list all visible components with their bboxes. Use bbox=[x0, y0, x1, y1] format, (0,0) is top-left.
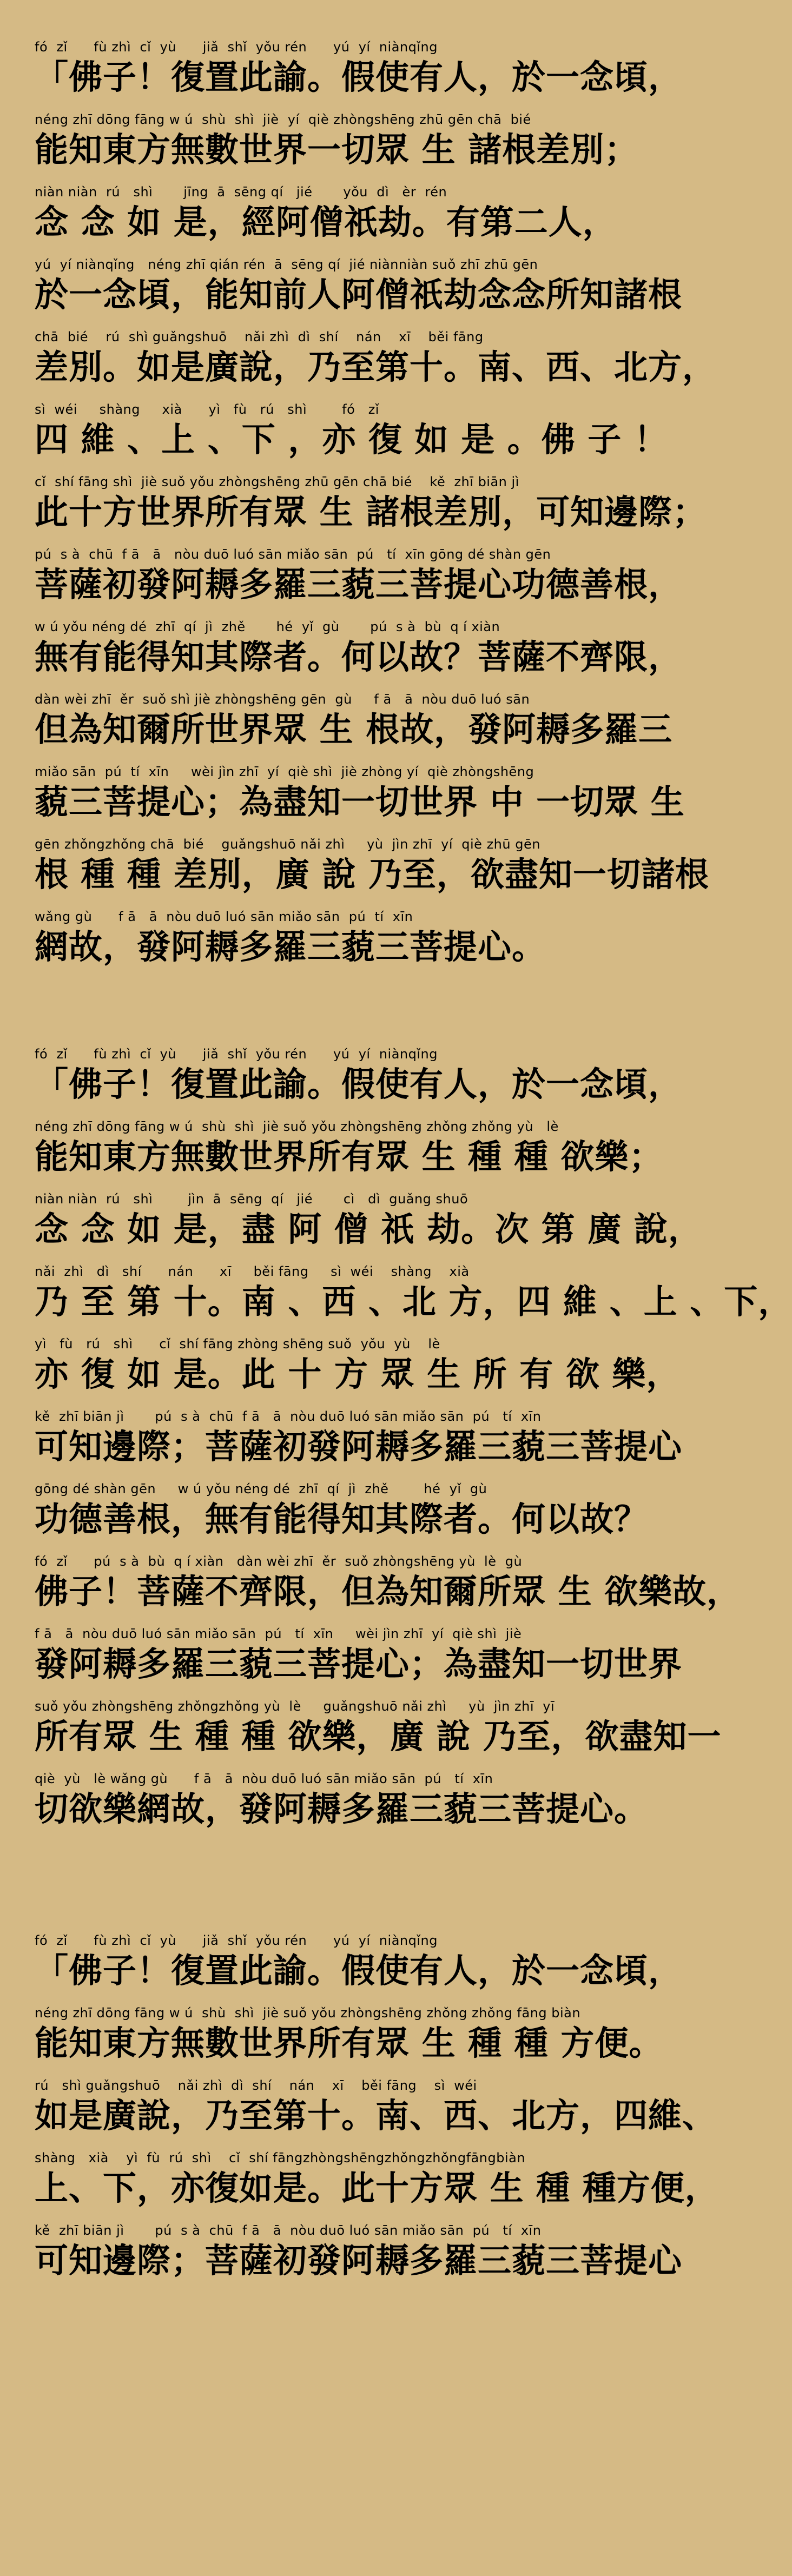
chinese-text: 無有能得知其際者。何以故？菩薩不齊限， bbox=[35, 637, 683, 677]
chinese-text: 切欲樂網故，發阿耨多羅三藐三菩提心。 bbox=[35, 1789, 649, 1829]
pinyin-annotation: rú shì guǎngshuō nǎi zhì dì shí nán xī běi fāng sì wéi bbox=[35, 2078, 477, 2093]
text-line bbox=[35, 1117, 663, 1178]
chinese-text: 但為知爾所世界眾 生 根故，發阿耨多羅三 bbox=[35, 710, 673, 749]
chinese-text: 差別。如是廣說，乃至第十。南、西、北方， bbox=[35, 347, 717, 387]
pinyin-annotation: néng zhī dōng fāng w ú shù shì jiè suǒ yǒu zhòngshēng zhǒng zhǒng yù lè bbox=[35, 1119, 559, 1134]
paragraph-spacer bbox=[35, 1842, 546, 1931]
paragraph-1 bbox=[35, 38, 717, 968]
text-line bbox=[35, 1262, 792, 1323]
text-line bbox=[35, 835, 709, 896]
chinese-text: 乃 至 第 十。南 、西 、北 方，四 維 、上 、下， bbox=[35, 1282, 792, 1321]
pinyin-annotation: néng zhī dōng fāng w ú shù shì jiè suǒ yǒu zhòngshēng zhǒng zhǒng fāng biàn bbox=[35, 2005, 581, 2021]
pinyin-annotation: wǎng gù f ā ā nòu duō luó sān miǎo sān pú tí xīn bbox=[35, 909, 413, 924]
chinese-text: 可知邊際；菩薩初發阿耨多羅三藐三菩提心 bbox=[35, 2241, 683, 2280]
text-line bbox=[35, 328, 717, 388]
chinese-text: 「佛子！復置此諭。假使有人，於一念頃， bbox=[35, 1951, 683, 1990]
text-line bbox=[35, 110, 639, 171]
chinese-text: 所有眾 生 種 種 欲樂，廣 說 乃至，欲盡知一 bbox=[35, 1717, 722, 1756]
text-line bbox=[35, 545, 683, 606]
chinese-text: 念 念 如 是，盡 阿 僧 祇 劫。次 第 廣 說， bbox=[35, 1209, 702, 1249]
chinese-text: 菩薩初發阿耨多羅三藐三菩提心功德善根， bbox=[35, 565, 683, 604]
chinese-text: 能知東方無數世界所有眾 生 種 種 欲樂； bbox=[35, 1137, 663, 1176]
paragraph-3 bbox=[35, 1931, 719, 2282]
pinyin-annotation: fó zǐ fù zhì cǐ yù jiǎ shǐ yǒu rén yú yí niànqǐng bbox=[35, 1047, 438, 1062]
text-line bbox=[35, 1931, 683, 1992]
pinyin-annotation: yì fù rú shì cǐ shí fāng zhòng shēng suǒ yǒu yù lè bbox=[35, 1336, 440, 1352]
text-line bbox=[35, 763, 685, 823]
chinese-text: 如是廣說，乃至第十。南、西、北方，四維、 bbox=[35, 2096, 717, 2135]
pinyin-annotation: shàng xià yì fù rú shì cǐ shí fāngzhòngshēngzhǒngzhǒngfāngbiàn bbox=[35, 2150, 526, 2166]
text-line bbox=[35, 1045, 683, 1105]
text-line bbox=[35, 2221, 683, 2282]
text-line bbox=[35, 908, 546, 968]
pinyin-annotation: néng zhī dōng fāng w ú shù shì jiè yí qiè zhòngshēng zhū gēn chā bié bbox=[35, 112, 531, 127]
pinyin-annotation: chā bié rú shì guǎngshuō nǎi zhì dì shí nán xī běi fāng bbox=[35, 329, 484, 345]
paragraph-2 bbox=[35, 1045, 792, 1830]
pinyin-annotation: kě zhī biān jì pú s à chū f ā ā nòu duō luó sān miǎo sān pú tí xīn bbox=[35, 1409, 542, 1424]
text-line bbox=[35, 1697, 722, 1758]
chinese-text: 亦 復 如 是。此 十 方 眾 生 所 有 欲 樂， bbox=[35, 1354, 681, 1394]
text-line bbox=[35, 38, 683, 98]
pinyin-annotation: pú s à chū f ā ā nòu duō luó sān miǎo sān pú tí xīn gōng dé shàn gēn bbox=[35, 547, 551, 562]
chinese-text: 佛子！菩薩不齊限，但為知爾所眾 生 欲樂故， bbox=[35, 1572, 741, 1611]
pinyin-annotation: niàn niàn rú shì jīng ā sēng qí jié yǒu dì èr rén bbox=[35, 184, 447, 200]
text-line bbox=[35, 2149, 719, 2209]
pinyin-annotation: niàn niàn rú shì jìn ā sēng qí jié cì dì guǎng shuō bbox=[35, 1191, 468, 1207]
text-line bbox=[35, 2076, 717, 2137]
pinyin-annotation: miǎo sān pú tí xīn wèi jìn zhī yí qiè shì jiè zhòng yí qiè zhòngshēng bbox=[35, 764, 534, 779]
text-line bbox=[35, 400, 668, 461]
chinese-text: 此十方世界所有眾 生 諸根差別，可知邊際； bbox=[35, 492, 707, 532]
chinese-text: 能知東方無數世界所有眾 生 種 種 方便。 bbox=[35, 2023, 663, 2063]
pinyin-annotation: yú yí niànqǐng néng zhī qián rén ā sēng qí jié niànniàn suǒ zhī zhū gēn bbox=[35, 257, 538, 272]
pinyin-annotation: fó zǐ pú s à bù q í xiàn dàn wèi zhī ěr suǒ zhòngshēng yù lè gù bbox=[35, 1554, 523, 1569]
text-line bbox=[35, 690, 673, 751]
chinese-text: 藐三菩提心；為盡知一切世界 中 一切眾 生 bbox=[35, 782, 685, 822]
text-line bbox=[35, 1407, 683, 1468]
pinyin-annotation: w ú yǒu néng dé zhī qí jì zhě hé yǐ gù pú s à bù q í xiàn bbox=[35, 619, 500, 634]
pinyin-annotation: qiè yù lè wǎng gù f ā ā nòu duō luó sān miǎo sān pú tí xīn bbox=[35, 1771, 493, 1786]
pinyin-annotation: suǒ yǒu zhòngshēng zhǒngzhǒng yù lè guǎngshuō nǎi zhì yù jìn zhī yī bbox=[35, 1699, 555, 1714]
text-line bbox=[35, 1335, 681, 1395]
text-line bbox=[35, 183, 617, 243]
pinyin-annotation: kě zhī biān jì pú s à chū f ā ā nòu duō luó sān miǎo sān pú tí xīn bbox=[35, 2223, 542, 2238]
pinyin-annotation: fó zǐ fù zhì cǐ yù jiǎ shǐ yǒu rén yú yí niànqǐng bbox=[35, 39, 438, 55]
chinese-text: 能知東方無數世界一切眾 生 諸根差別； bbox=[35, 130, 639, 169]
chinese-text: 念 念 如 是，經阿僧祇劫。有第二人， bbox=[35, 202, 617, 242]
pinyin-annotation: f ā ā nòu duō luó sān miǎo sān pú tí xīn wèi jìn zhī yí qiè shì jiè bbox=[35, 1626, 522, 1641]
chinese-text: 上、下，亦復如是。此十方眾 生 種 種方便， bbox=[35, 2168, 719, 2208]
pinyin-annotation: dàn wèi zhī ěr suǒ shì jiè zhòngshēng gēn gù f ā ā nòu duō luó sān bbox=[35, 692, 530, 707]
text-line bbox=[35, 1480, 649, 1540]
text-line bbox=[35, 618, 683, 678]
chinese-text: 「佛子！復置此諭。假使有人，於一念頃， bbox=[35, 57, 683, 97]
pinyin-annotation: sì wéi shàng xià yì fù rú shì fó zǐ bbox=[35, 402, 379, 417]
pinyin-annotation: gōng dé shàn gēn w ú yǒu néng dé zhī qí jì zhě hé yǐ gù bbox=[35, 1481, 487, 1496]
pinyin-annotation: cǐ shí fāng shì jiè suǒ yǒu zhòngshēng zhū gēn chā bié kě zhī biān jì bbox=[35, 474, 519, 489]
pinyin-annotation: gēn zhǒngzhǒng chā bié guǎngshuō nǎi zhì yù jìn zhī yí qiè zhū gēn bbox=[35, 837, 540, 852]
chinese-text: 四 維 、上 、下 ，亦 復 如 是 。佛 子 ！ bbox=[35, 420, 668, 459]
chinese-text: 功德善根，無有能得知其際者。何以故？ bbox=[35, 1499, 649, 1539]
chinese-text: 於一念頃，能知前人阿僧祇劫念念所知諸根 bbox=[35, 275, 683, 314]
chinese-text: 發阿耨多羅三藐三菩提心；為盡知一切世界 bbox=[35, 1644, 683, 1684]
chinese-text: 根 種 種 差別，廣 說 乃至，欲盡知一切諸根 bbox=[35, 855, 709, 894]
text-line bbox=[35, 1190, 702, 1250]
paragraph-spacer bbox=[35, 980, 546, 1045]
text-line bbox=[35, 2004, 663, 2064]
chinese-text: 可知邊際；菩薩初發阿耨多羅三藐三菩提心 bbox=[35, 1427, 683, 1466]
text-line bbox=[35, 1770, 649, 1830]
pinyin-annotation: fó zǐ fù zhì cǐ yù jiǎ shǐ yǒu rén yú yí niànqǐng bbox=[35, 1933, 438, 1948]
pinyin-annotation: nǎi zhì dì shí nán xī běi fāng sì wéi shàng xià bbox=[35, 1264, 470, 1279]
text-line bbox=[35, 473, 707, 533]
chinese-text: 網故，發阿耨多羅三藐三菩提心。 bbox=[35, 927, 546, 966]
text-line bbox=[35, 1625, 683, 1685]
text-line bbox=[35, 1552, 741, 1613]
text-line bbox=[35, 255, 683, 316]
chinese-text: 「佛子！復置此諭。假使有人，於一念頃， bbox=[35, 1064, 683, 1104]
